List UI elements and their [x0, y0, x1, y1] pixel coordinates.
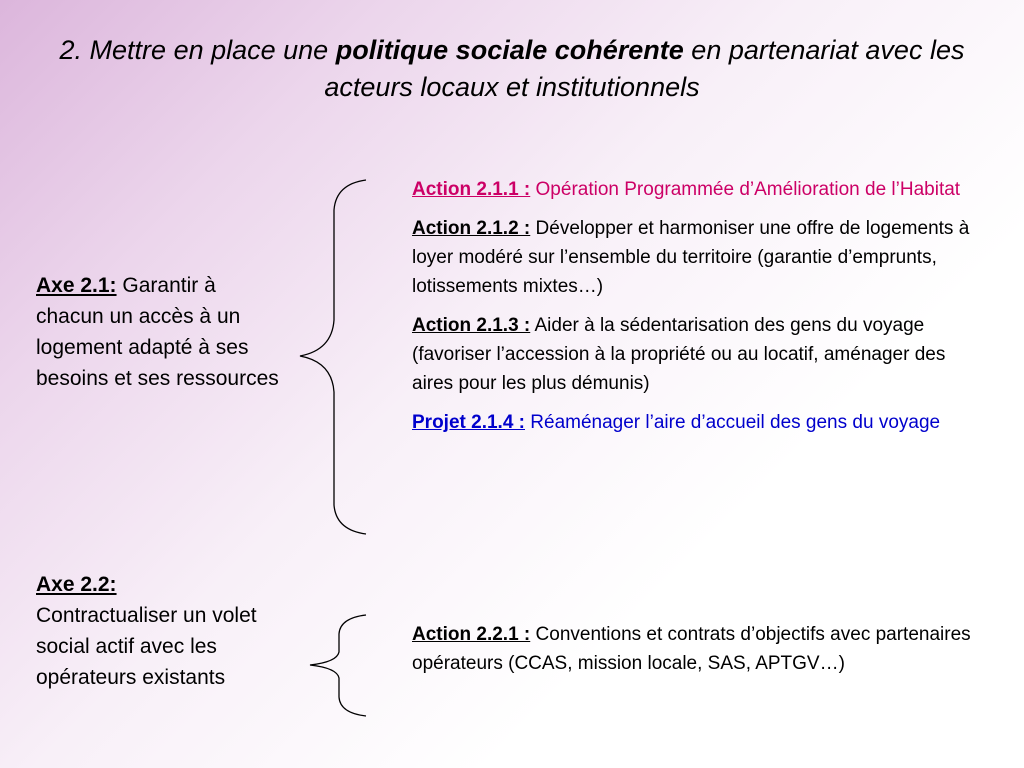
action-2-1-2 — [412, 214, 982, 301]
action-text: Développer et harmoniser une offre de logements à loyer modéré sur l’ensemble du territoire (garantie d’emprunts, lotissements mixtes…) — [412, 218, 970, 297]
axe-2-2 — [36, 569, 286, 693]
axe-text: Contractualiser un volet social actif avec les opérateurs existants — [36, 604, 257, 689]
action-label: Action 2.1.1 : — [412, 179, 531, 200]
title-bold: politique sociale cohérente — [335, 35, 684, 65]
projet-2-1-4 — [412, 408, 982, 437]
brace-axe-2-2-icon — [310, 615, 366, 716]
action-text: Réaménager l’aire d’accueil des gens du voyage — [525, 412, 941, 433]
actions-list-axe-2-2 — [412, 620, 982, 688]
axe-text: Garantir à chacun un accès à un logement adapté à ses besoins et ses ressources — [36, 274, 279, 390]
axe-label: Axe 2.2: — [36, 573, 117, 596]
action-label: Action 2.1.3 : — [412, 315, 531, 336]
action-label: Action 2.2.1 : — [412, 624, 531, 645]
actions-list-axe-2-1 — [412, 175, 982, 447]
title-prefix: 2. Mettre en place une — [59, 35, 336, 65]
title-suffix: en partenariat avec les acteurs locaux et institutionnels — [324, 35, 965, 102]
action-2-1-1 — [412, 175, 982, 204]
brace-axe-2-1-icon — [300, 180, 366, 534]
action-text: Conventions et contrats d’objectifs avec partenaires opérateurs (CCAS, mission locale, SAS, APTGV…) — [412, 624, 971, 674]
action-2-2-1 — [412, 620, 982, 678]
axe-label: Axe 2.1: — [36, 274, 117, 297]
action-text: Opération Programmée d’Amélioration de l’Habitat — [530, 179, 961, 200]
action-2-1-3 — [412, 311, 982, 398]
axe-2-1 — [36, 270, 286, 394]
action-label: Action 2.1.2 : — [412, 218, 531, 239]
action-text: Aider à la sédentarisation des gens du voyage (favoriser l’accession à la propriété ou au locatif, aménager des aires pour les plus démunis) — [412, 315, 946, 394]
action-label: Projet 2.1.4 : — [412, 412, 525, 433]
